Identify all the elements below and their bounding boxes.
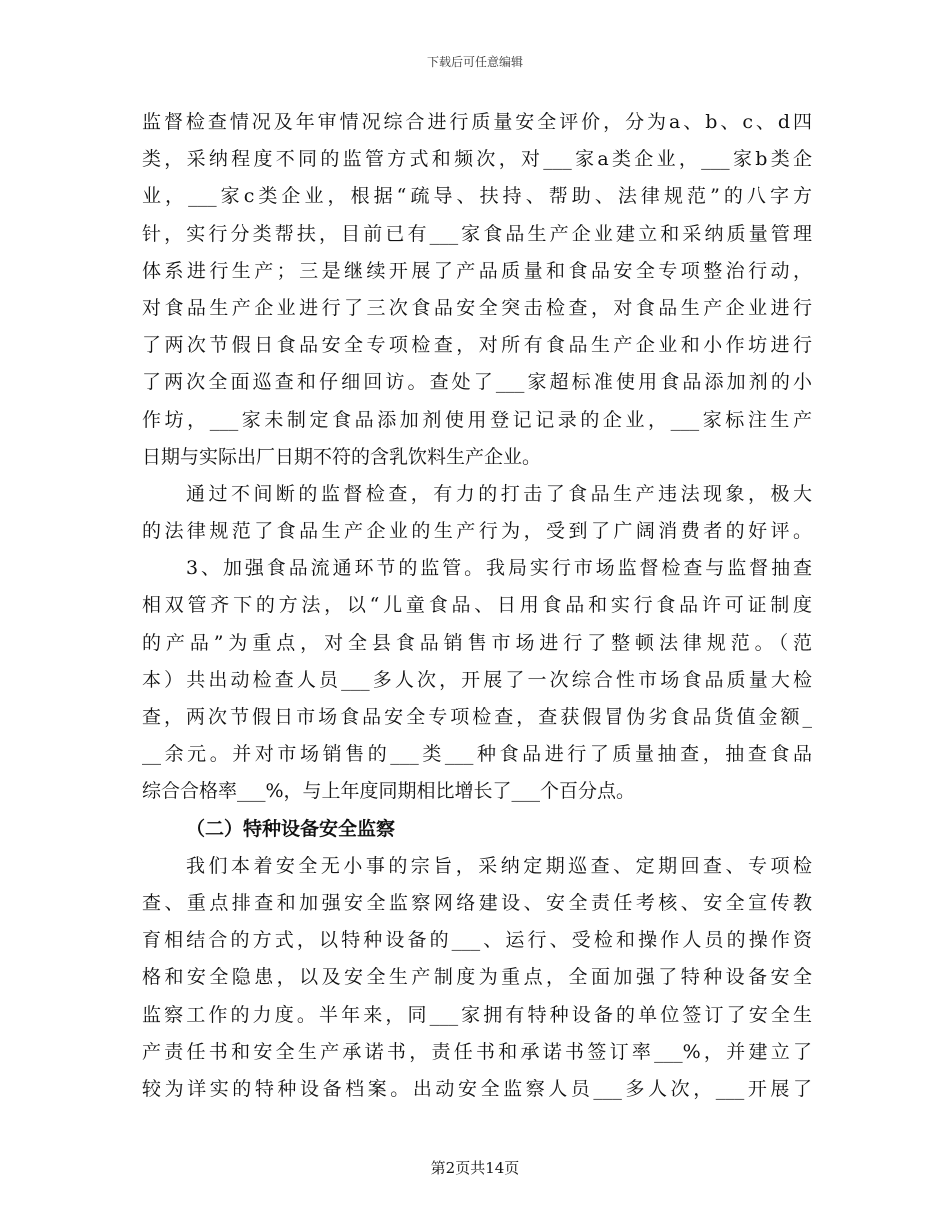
text-line: 通过不间断的监督检查，有力的打击了食品生产违法现象，极大 xyxy=(186,482,812,505)
text-line: 本）共出动检查人员___多人次，开展了一次综合性市场食品质量大检 xyxy=(142,668,812,691)
paragraph-4 xyxy=(142,848,812,1108)
text-line: 格和安全隐患，以及安全生产制度为重点，全面加强了特种设备安全 xyxy=(142,966,812,989)
text-line: 作坊，___家未制定食品添加剂使用登记记录的企业，___家标注生产 xyxy=(142,408,812,431)
text-line: 的产品”为重点，对全县食品销售市场进行了整顿法律规范。（范 xyxy=(142,631,812,654)
text-line: 针，实行分类帮扶，目前已有___家食品生产企业建立和采纳质量管理 xyxy=(142,222,812,245)
text-line: 类，采纳程度不同的监管方式和频次，对___家a类企业，___家b类企 xyxy=(142,148,812,171)
text-line: 综合合格率___%，与上年度同期相比增长了___个百分点。 xyxy=(142,780,636,803)
text-line: 的法律规范了食品生产企业的生产行为，受到了广阔消费者的好评。 xyxy=(142,520,812,543)
text-line: 了两次全面巡查和仔细回访。查处了___家超标准使用食品添加剂的小 xyxy=(142,371,812,394)
text-line: 较为详实的特种设备档案。出动安全监察人员___多人次，___开展了 xyxy=(142,1077,812,1100)
paragraph-2 xyxy=(142,476,812,550)
text-line: 3、加强食品流通环节的监管。我局实行市场监督检查与监督抽查 xyxy=(186,557,812,580)
text-line: 产责任书和安全生产承诺书，责任书和承诺书签订率___%，并建立了 xyxy=(142,1040,812,1063)
page-number: 第2页共14页 xyxy=(430,1159,520,1177)
text-line: 对食品生产企业进行了三次食品安全突击检查，对食品生产企业进行 xyxy=(142,296,812,319)
text-line: 监督检查情况及年审情况综合进行质量安全评价，分为a、b、c、d四 xyxy=(142,111,812,133)
text-line: 监察工作的力度。半年来，同___家拥有特种设备的单位签订了安全生 xyxy=(142,1003,812,1026)
text-line: 体系进行生产；三是继续开展了产品质量和食品安全专项整治行动， xyxy=(142,259,812,282)
document-body xyxy=(142,104,812,1108)
text-line: 查、重点排查和加强安全监察网络建设、安全责任考核、安全宣传教 xyxy=(142,891,812,914)
text-line: 查，两次节假日市场食品安全专项检查，查获假冒伪劣食品货值金额_ xyxy=(142,706,812,728)
text-line: 日期与实际出厂日期不符的含乳饮料生产企业。 xyxy=(142,445,542,468)
text-line: __余元。并对市场销售的___类___种食品进行了质量抽查，抽查食品 xyxy=(142,743,812,766)
text-line: 育相结合的方式，以特种设备的___、运行、受检和操作人员的操作资 xyxy=(142,929,812,952)
text-line: 业，___家c类企业，根据“疏导、扶持、帮助、法律规范”的八字方 xyxy=(142,185,812,208)
paragraph-1 xyxy=(142,104,812,476)
section-heading: （二）特种设备安全监察 xyxy=(186,817,396,840)
text-line: 我们本着安全无小事的宗旨，采纳定期巡查、定期回查、专项检 xyxy=(186,854,812,877)
text-line: 相双管齐下的方法，以“儿童食品、日用食品和实行食品许可证制度 xyxy=(142,594,812,617)
text-line: 了两次节假日食品安全专项检查，对所有食品生产企业和小作坊进行 xyxy=(142,334,812,357)
paragraph-3 xyxy=(142,550,812,810)
page-header: 下载后可任意编辑 xyxy=(426,55,523,69)
